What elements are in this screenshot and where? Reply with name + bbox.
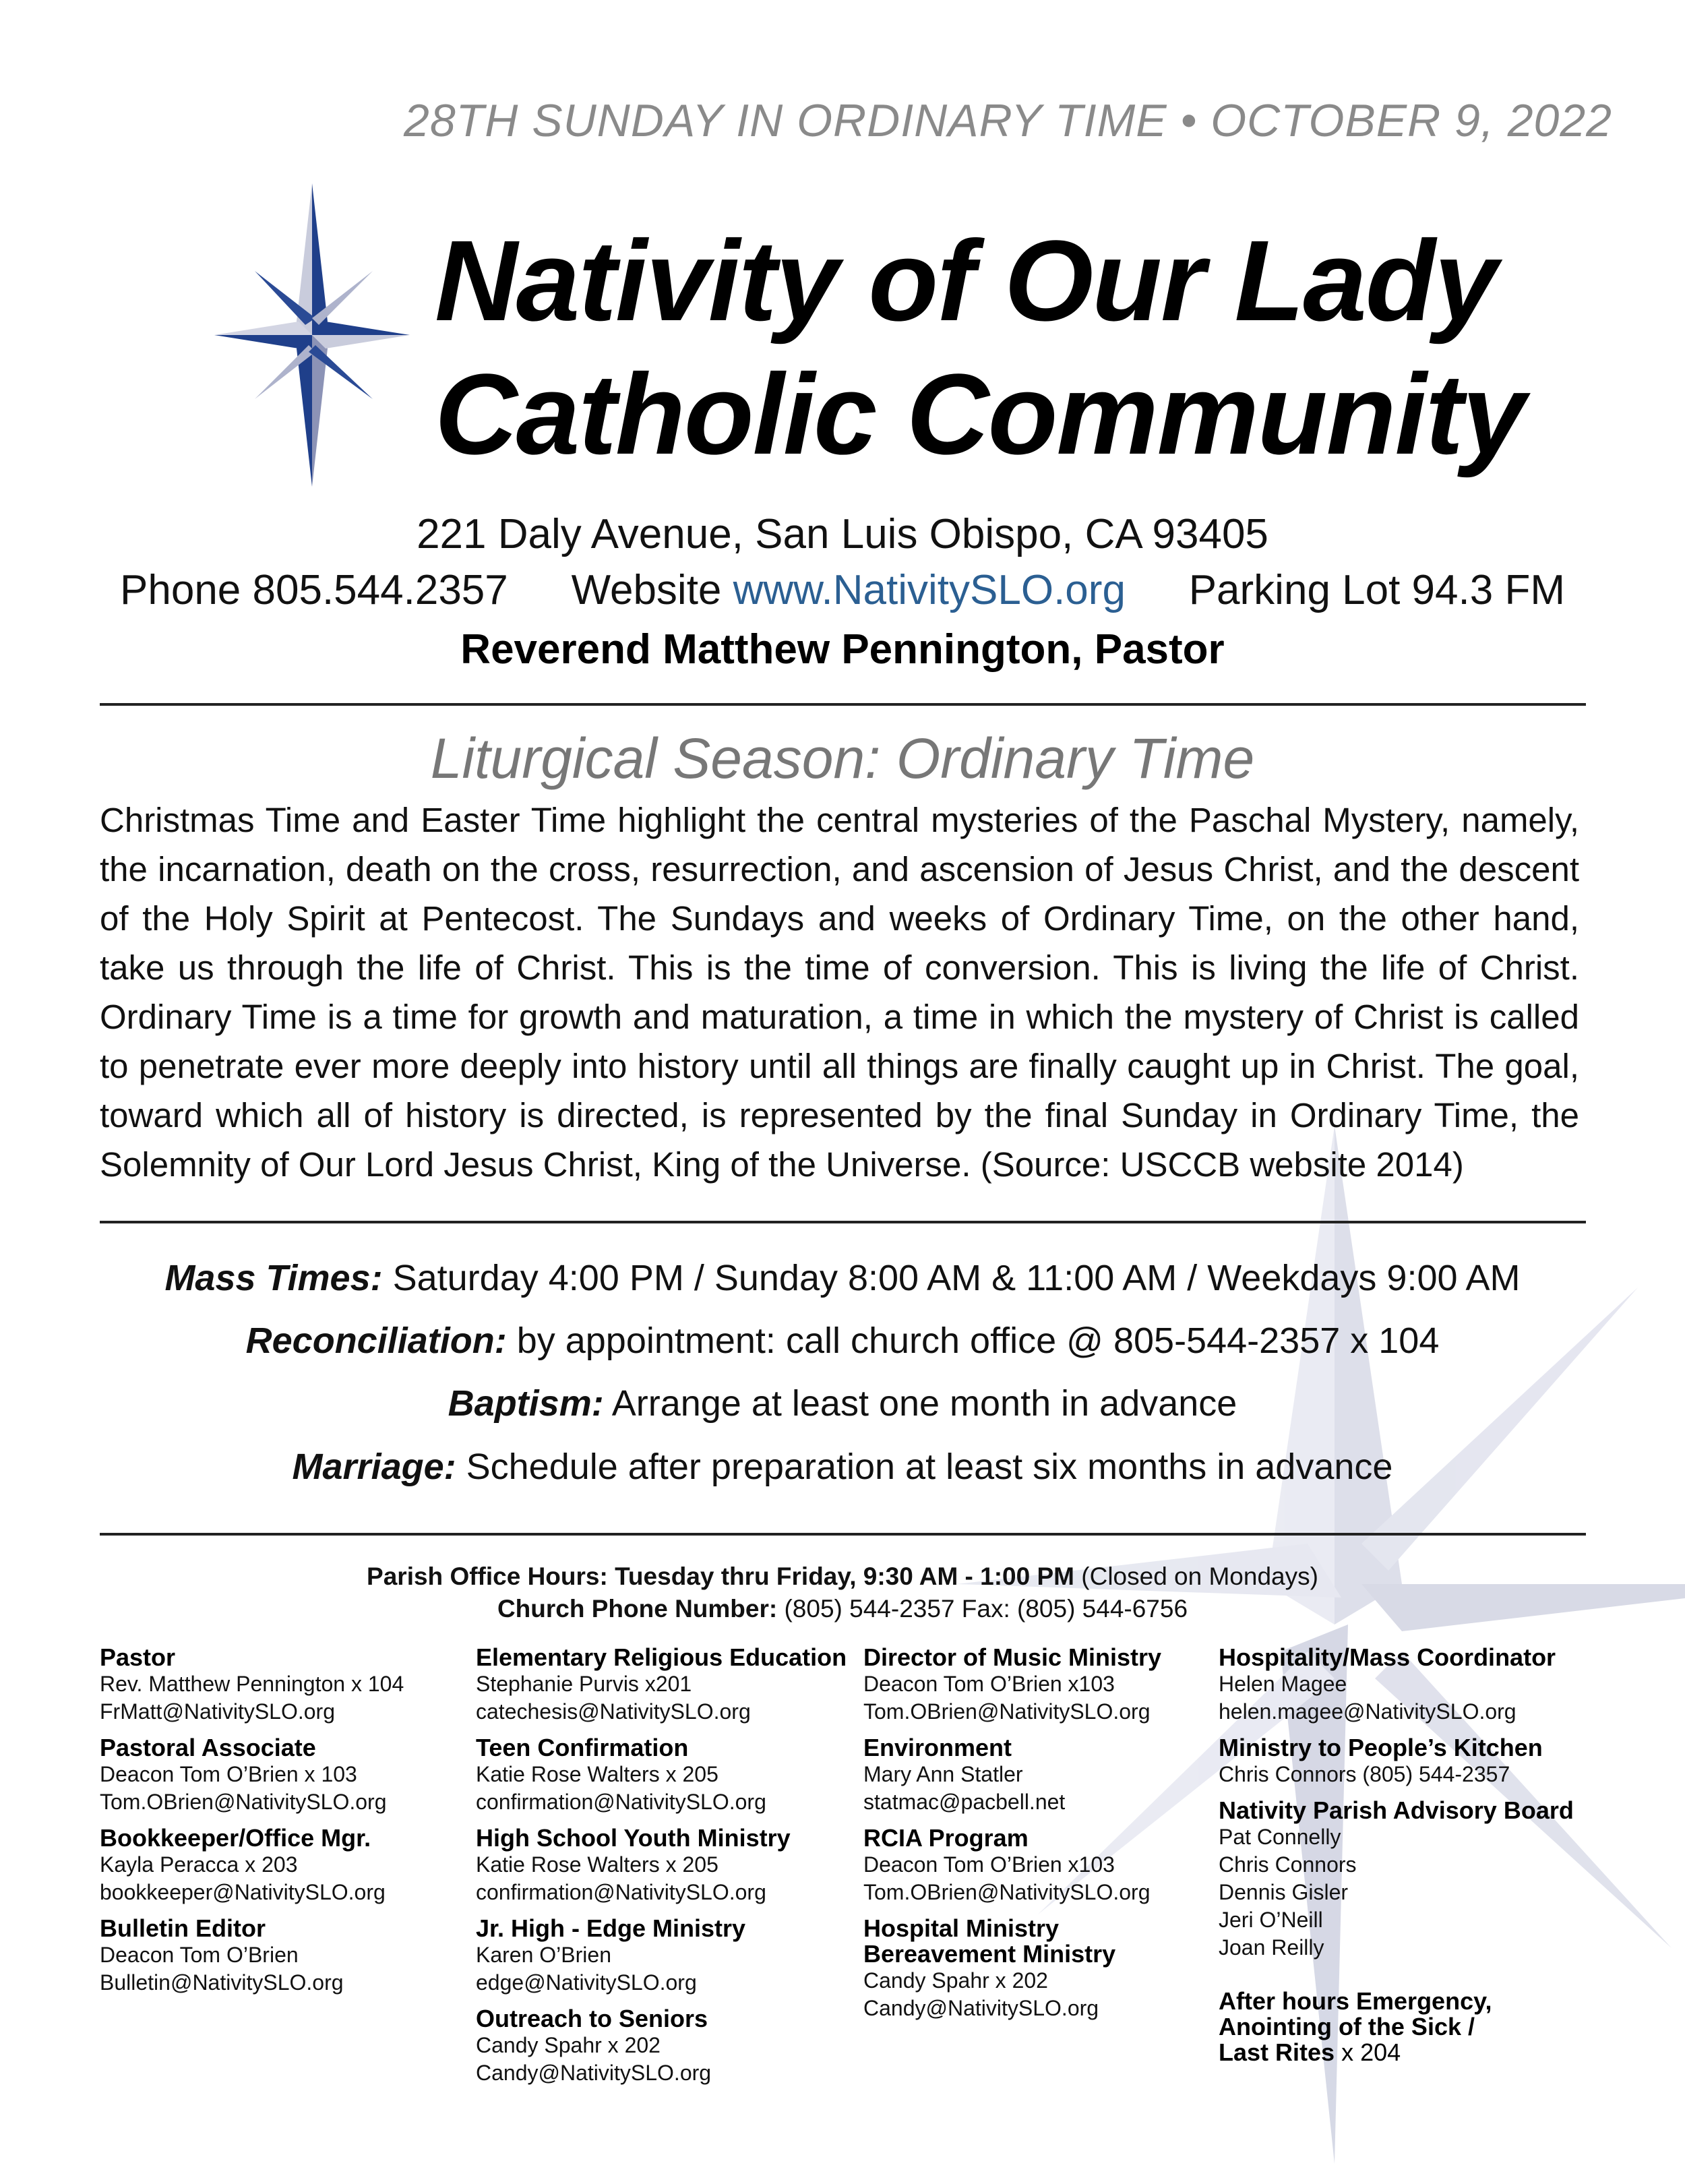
staff-role: Pastoral Associate	[100, 1734, 316, 1761]
staff-contact: Helen Magee	[1219, 1672, 1347, 1696]
staff-role: RCIA Program	[863, 1824, 1029, 1852]
office-hours-label: Parish Office Hours: Tuesday thru Friday, 9:30 AM - 1:00 PM	[367, 1563, 1074, 1590]
staff-contact: Karen O’Brien	[476, 1943, 611, 1967]
staff-entry	[863, 1735, 1161, 1816]
staff-role: Bulletin Editor	[100, 1914, 266, 1942]
marriage-label: Marriage:	[292, 1447, 456, 1487]
staff-entry	[476, 2006, 847, 2087]
staff-email: FrMatt@NativitySLO.org	[100, 1699, 335, 1724]
staff-contact: Katie Rose Walters x 205	[476, 1762, 718, 1786]
staff-role-secondary: Bereavement Ministry	[863, 1940, 1116, 1968]
staff-contact: Kayla Peracca x 203	[100, 1852, 298, 1877]
pastor-name: Reverend Matthew Pennington, Pastor	[460, 626, 1225, 673]
board-member: Joan Reilly	[1219, 1935, 1324, 1960]
staff-email: Tom.OBrien@NativitySLO.org	[863, 1699, 1151, 1724]
staff-entry	[476, 1916, 847, 1997]
staff-role: Teen Confirmation	[476, 1734, 689, 1761]
parish-title	[435, 214, 1525, 481]
staff-entry	[100, 1735, 404, 1816]
emergency-line-2: Anointing of the Sick /	[1219, 2013, 1475, 2040]
emergency-line-3	[1219, 2040, 1574, 2065]
staff-contact: Candy Spahr x 202	[476, 2033, 661, 2057]
bulletin-date: 28TH SUNDAY IN ORDINARY TIME • OCTOBER 9, 2022	[404, 95, 1612, 146]
baptism-label: Baptism:	[448, 1383, 604, 1424]
staff-entry	[100, 1825, 404, 1906]
staff-role: Elementary Religious Education	[476, 1643, 847, 1671]
office-hours	[0, 1563, 1685, 1591]
staff-role: Environment	[863, 1734, 1012, 1761]
divider	[100, 1221, 1586, 1223]
title-line-2: Catholic Community	[435, 351, 1525, 479]
emergency-entry	[1219, 1989, 1574, 2065]
staff-entry	[100, 1645, 404, 1726]
marriage-info	[0, 1446, 1685, 1488]
emergency-line-1: After hours Emergency,	[1219, 1987, 1492, 2015]
staff-email: Candy@NativitySLO.org	[476, 2061, 712, 2085]
staff-email: confirmation@NativitySLO.org	[476, 1880, 766, 1904]
reconciliation-info	[0, 1320, 1685, 1362]
staff-email: helen.magee@NativitySLO.org	[1219, 1699, 1516, 1724]
staff-column-2	[476, 1645, 847, 2096]
baptism-info	[0, 1383, 1685, 1424]
staff-entry	[476, 1735, 847, 1816]
staff-contact: Mary Ann Statler	[863, 1762, 1023, 1786]
mass-times-text: Saturday 4:00 PM / Sunday 8:00 AM & 11:00 AM / Weekdays 9:00 AM	[382, 1258, 1521, 1298]
website-group	[572, 566, 1126, 614]
church-phone	[0, 1595, 1685, 1623]
staff-email: statmac@pacbell.net	[863, 1790, 1066, 1814]
website-link[interactable]: www.NativitySLO.org	[733, 567, 1126, 613]
staff-email: edge@NativitySLO.org	[476, 1970, 697, 1995]
staff-contact: Rev. Matthew Pennington x 104	[100, 1672, 404, 1696]
staff-contact: Deacon Tom O’Brien	[100, 1943, 299, 1967]
staff-role: Nativity Parish Advisory Board	[1219, 1796, 1574, 1824]
staff-role: Ministry to People’s Kitchen	[1219, 1734, 1543, 1761]
staff-role: Hospital Ministry	[863, 1914, 1060, 1942]
staff-email: Tom.OBrien@NativitySLO.org	[863, 1880, 1151, 1904]
staff-entry	[476, 1645, 847, 1726]
mass-times-label: Mass Times:	[164, 1258, 383, 1298]
staff-role: Hospitality/Mass Coordinator	[1219, 1643, 1556, 1671]
church-phone-label: Church Phone Number:	[497, 1595, 778, 1622]
board-member: Pat Connelly	[1219, 1825, 1341, 1849]
title-line-1: Nativity of Our Lady	[435, 217, 1497, 345]
board-member: Jeri O’Neill	[1219, 1908, 1323, 1932]
season-heading: Liturgical Season: Ordinary Time	[430, 727, 1255, 790]
staff-column-3	[863, 1645, 1161, 2032]
parish-phone: Phone 805.544.2357	[120, 567, 508, 613]
office-hours-note: (Closed on Mondays)	[1074, 1563, 1318, 1590]
parish-address: 221 Daly Avenue, San Luis Obispo, CA 93405	[417, 511, 1268, 557]
staff-contact: Stephanie Purvis x201	[476, 1672, 692, 1696]
reconciliation-label: Reconciliation:	[245, 1321, 507, 1361]
staff-email: bookkeeper@NativitySLO.org	[100, 1880, 386, 1904]
staff-entry	[1219, 1735, 1574, 1788]
staff-role: Outreach to Seniors	[476, 2005, 708, 2032]
staff-role: Bookkeeper/Office Mgr.	[100, 1824, 371, 1852]
parking-radio: Parking Lot 94.3 FM	[1188, 567, 1565, 613]
staff-contact: Chris Connors (805) 544-2357	[1219, 1762, 1510, 1786]
staff-entry	[476, 1825, 847, 1906]
staff-role: Pastor	[100, 1643, 176, 1671]
staff-entry	[863, 1825, 1161, 1906]
season-description: Christmas Time and Easter Time highlight the central mysteries of the Paschal Mystery, namely, the incarnation, death on the cross, resurrection, and ascension of Jesus Christ, and the descent of the Holy Spirit at Pentecost. The Sundays and weeks of Ordinary Time, on the other hand, take us through the life of Christ. This is the time of conversion. This is living the life of Christ. Ordinary Time is a time for growth and maturation, a time in which the mystery of Christ is called to penetrate ever more deeply into history until all things are finally caught up in Christ. The goal, toward which all of history is directed, is represented by the final Sunday in Ordinary Time, the Solemnity of Our Lord Jesus Christ, King of the Universe. (Source: USCCB website 2014)	[100, 801, 1579, 1184]
staff-email: catechesis@NativitySLO.org	[476, 1699, 751, 1724]
staff-column-1	[100, 1645, 404, 2006]
staff-role: High School Youth Ministry	[476, 1824, 791, 1852]
staff-contact: Katie Rose Walters x 205	[476, 1852, 718, 1877]
staff-contact: Candy Spahr x 202	[863, 1968, 1048, 1993]
staff-email: Bulletin@NativitySLO.org	[100, 1970, 344, 1995]
staff-entry	[1219, 1798, 1574, 1962]
staff-entry	[863, 1916, 1161, 2022]
website-label: Website	[571, 567, 722, 613]
baptism-text: Arrange at least one month in advance	[603, 1383, 1237, 1424]
mass-times	[0, 1257, 1685, 1299]
divider	[100, 703, 1586, 706]
staff-email: confirmation@NativitySLO.org	[476, 1790, 766, 1814]
board-member: Chris Connors	[1219, 1852, 1357, 1877]
board-member: Dennis Gisler	[1219, 1880, 1349, 1904]
emergency-extension: x 204	[1335, 2038, 1401, 2066]
staff-column-4	[1219, 1645, 1574, 2075]
staff-entry	[1219, 1645, 1574, 1726]
compass-star-logo-icon	[214, 183, 410, 487]
staff-entry	[863, 1645, 1161, 1726]
staff-role: Director of Music Ministry	[863, 1643, 1162, 1671]
divider	[100, 1533, 1586, 1536]
church-phone-text: (805) 544-2357 Fax: (805) 544-6756	[777, 1595, 1188, 1622]
staff-contact: Deacon Tom O’Brien x103	[863, 1672, 1115, 1696]
marriage-text: Schedule after preparation at least six months in advance	[456, 1447, 1393, 1487]
last-rites-label: Last Rites	[1219, 2038, 1335, 2066]
staff-entry	[100, 1916, 404, 1997]
staff-role: Jr. High - Edge Ministry	[476, 1914, 746, 1942]
staff-contact: Deacon Tom O’Brien x 103	[100, 1762, 357, 1786]
staff-email: Tom.OBrien@NativitySLO.org	[100, 1790, 387, 1814]
contact-line	[120, 566, 1565, 614]
staff-email: Candy@NativitySLO.org	[863, 1996, 1099, 2020]
staff-contact: Deacon Tom O’Brien x103	[863, 1852, 1115, 1877]
reconciliation-text: by appointment: call church office @ 805-544-2357 x 104	[506, 1321, 1440, 1361]
